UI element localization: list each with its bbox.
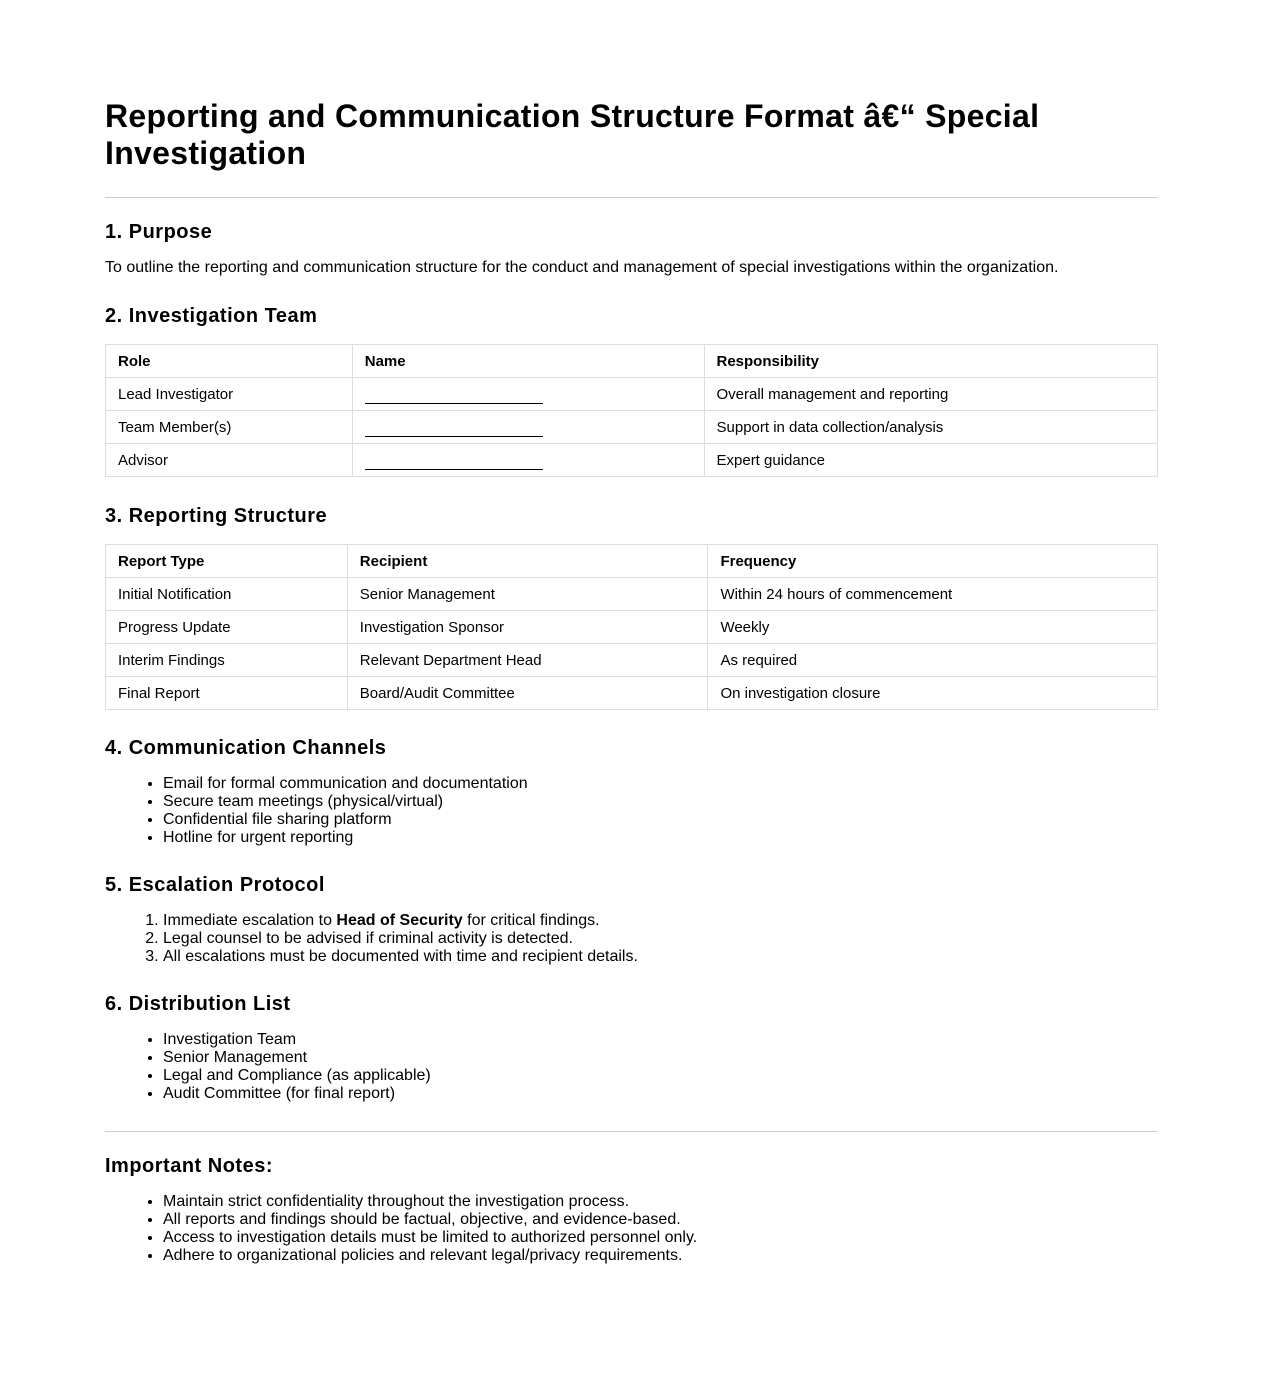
responsibility-cell: Expert guidance bbox=[704, 444, 1158, 477]
column-header-responsibility: Responsibility bbox=[704, 345, 1158, 378]
name-blank-line bbox=[365, 422, 543, 437]
report-type-cell: Interim Findings bbox=[106, 644, 348, 677]
purpose-heading: 1. Purpose bbox=[105, 221, 213, 243]
table-row bbox=[106, 378, 1158, 411]
frequency-cell: Weekly bbox=[708, 611, 1158, 644]
table-header-row bbox=[106, 345, 1158, 378]
role-cell: Lead Investigator bbox=[106, 378, 353, 411]
channels-list bbox=[105, 775, 1158, 847]
distribution-heading: 6. Distribution List bbox=[105, 993, 291, 1015]
list-item: • Email for formal communication and documentation bbox=[163, 775, 1158, 793]
column-header-frequency: Frequency bbox=[708, 545, 1158, 578]
notes-list bbox=[105, 1193, 1158, 1265]
role-cell: Team Member(s) bbox=[106, 411, 353, 444]
column-header-name: Name bbox=[352, 345, 704, 378]
list-item: 2. Legal counsel to be advised if criminal activity is detected. bbox=[163, 930, 1158, 948]
list-item: • Senior Management bbox=[163, 1049, 1158, 1067]
list-item: • Legal and Compliance (as applicable) bbox=[163, 1067, 1158, 1085]
list-item: • Access to investigation details must be limited to authorized personnel only. bbox=[163, 1229, 1158, 1247]
table-row bbox=[106, 411, 1158, 444]
report-type-cell: Progress Update bbox=[106, 611, 348, 644]
list-item: • All reports and findings should be factual, objective, and evidence-based. bbox=[163, 1211, 1158, 1229]
escalation-emphasis: Head of Security bbox=[336, 912, 463, 929]
list-item: • Maintain strict confidentiality throughout the investigation process. bbox=[163, 1193, 1158, 1211]
reporting-structure-table bbox=[105, 544, 1158, 710]
list-item bbox=[163, 912, 1158, 930]
column-header-role: Role bbox=[106, 345, 353, 378]
table-row bbox=[106, 644, 1158, 677]
escalation-text-after: for critical findings. bbox=[462, 912, 600, 929]
team-heading: 2. Investigation Team bbox=[105, 305, 318, 327]
recipient-cell: Investigation Sponsor bbox=[347, 611, 708, 644]
name-blank-line bbox=[365, 455, 543, 470]
reporting-heading: 3. Reporting Structure bbox=[105, 505, 328, 527]
distribution-list bbox=[105, 1031, 1158, 1103]
list-item: • Secure team meetings (physical/virtual) bbox=[163, 793, 1158, 811]
table-row bbox=[106, 677, 1158, 710]
table-row bbox=[106, 444, 1158, 477]
title-divider bbox=[105, 197, 1158, 198]
name-cell bbox=[352, 411, 704, 444]
notes-heading: Important Notes: bbox=[105, 1155, 273, 1177]
list-item: • Confidential file sharing platform bbox=[163, 811, 1158, 829]
escalation-heading: 5. Escalation Protocol bbox=[105, 874, 325, 896]
escalation-text-before: Immediate escalation to bbox=[163, 912, 337, 929]
list-item: 3. All escalations must be documented with time and recipient details. bbox=[163, 948, 1158, 966]
name-cell bbox=[352, 444, 704, 477]
name-blank-line bbox=[365, 389, 543, 404]
table-row bbox=[106, 578, 1158, 611]
purpose-text: To outline the reporting and communication structure for the conduct and management of special investigations within the organization. bbox=[105, 259, 1059, 276]
frequency-cell: On investigation closure bbox=[708, 677, 1158, 710]
channels-heading: 4. Communication Channels bbox=[105, 737, 387, 759]
report-type-cell: Initial Notification bbox=[106, 578, 348, 611]
table-row bbox=[106, 611, 1158, 644]
list-item: • Investigation Team bbox=[163, 1031, 1158, 1049]
frequency-cell: Within 24 hours of commencement bbox=[708, 578, 1158, 611]
page-title: Reporting and Communication Structure Format â€“ Special Investigation bbox=[105, 98, 1040, 171]
recipient-cell: Senior Management bbox=[347, 578, 708, 611]
frequency-cell: As required bbox=[708, 644, 1158, 677]
column-header-recipient: Recipient bbox=[347, 545, 708, 578]
responsibility-cell: Overall management and reporting bbox=[704, 378, 1158, 411]
list-item: • Adhere to organizational policies and relevant legal/privacy requirements. bbox=[163, 1247, 1158, 1265]
document-page bbox=[105, 0, 1158, 1265]
role-cell: Advisor bbox=[106, 444, 353, 477]
recipient-cell: Board/Audit Committee bbox=[347, 677, 708, 710]
report-type-cell: Final Report bbox=[106, 677, 348, 710]
list-item: • Audit Committee (for final report) bbox=[163, 1085, 1158, 1103]
escalation-list bbox=[105, 912, 1158, 966]
notes-divider bbox=[105, 1131, 1158, 1132]
name-cell bbox=[352, 378, 704, 411]
responsibility-cell: Support in data collection/analysis bbox=[704, 411, 1158, 444]
column-header-report-type: Report Type bbox=[106, 545, 348, 578]
table-header-row bbox=[106, 545, 1158, 578]
recipient-cell: Relevant Department Head bbox=[347, 644, 708, 677]
investigation-team-table bbox=[105, 344, 1158, 477]
list-item: • Hotline for urgent reporting bbox=[163, 829, 1158, 847]
